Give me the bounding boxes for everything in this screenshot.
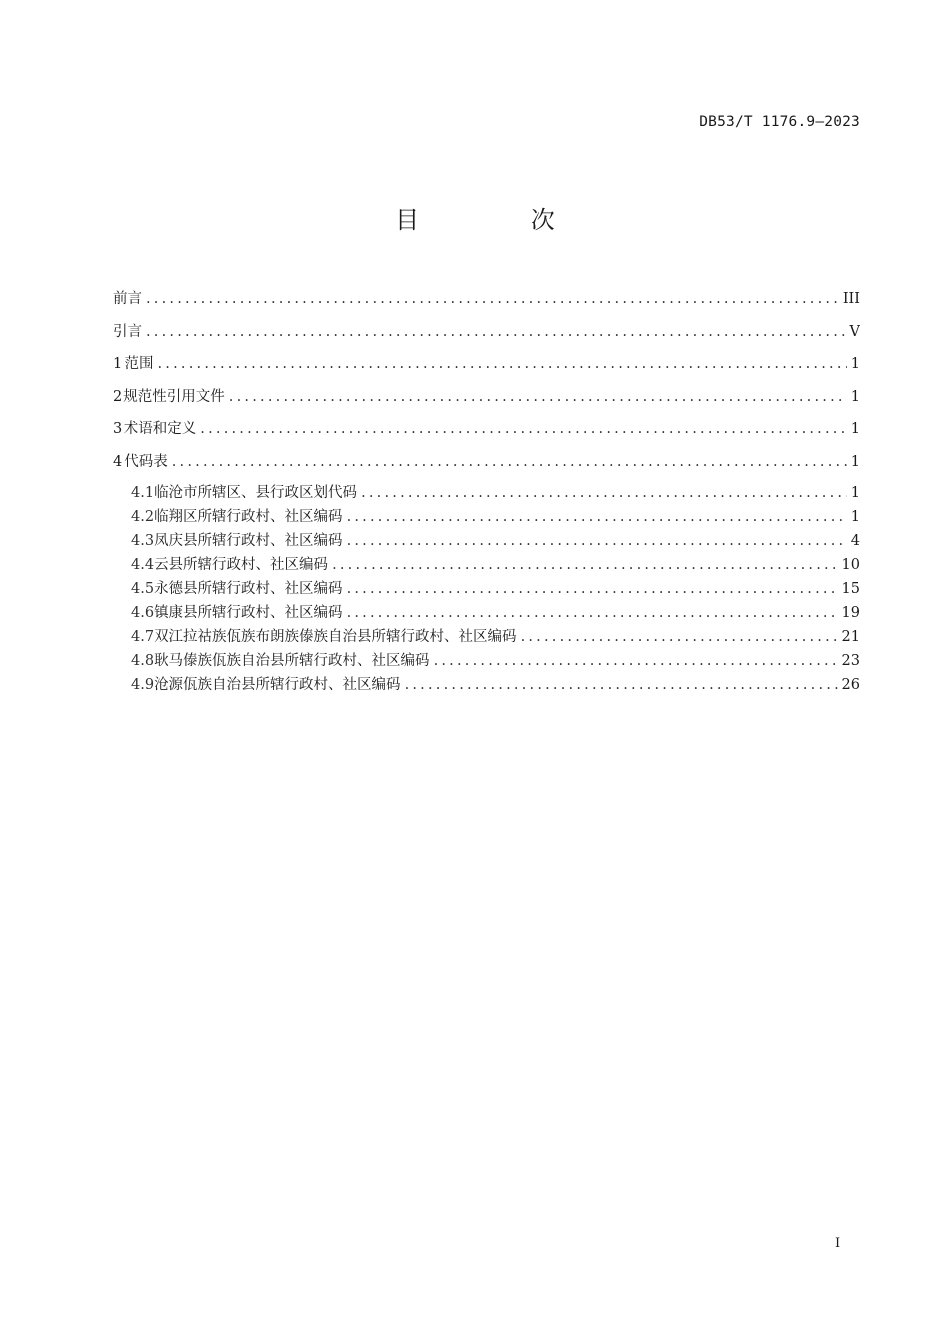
toc-leader-dots <box>347 505 847 529</box>
toc-entry-page: III <box>842 291 860 307</box>
toc-entry-number: 4.7 <box>131 629 155 645</box>
toc-entry-page: 15 <box>841 581 860 597</box>
toc-subentry-4-8[interactable] <box>113 649 860 673</box>
page-title: 目 次 <box>395 206 607 234</box>
toc-entry-label: 永德县所辖行政村、社区编码 <box>154 581 343 597</box>
toc-leader-dots <box>347 529 847 553</box>
toc-entry-number: 4.5 <box>131 581 155 597</box>
toc-entry-label: 临翔区所辖行政村、社区编码 <box>154 509 343 525</box>
toc-entry-page: 26 <box>841 677 860 693</box>
toc-subentry-4-3[interactable] <box>113 529 860 553</box>
toc-entry-page: 1 <box>850 509 860 525</box>
toc-entry-number: 4 <box>113 453 123 470</box>
toc-subentry-4-5[interactable] <box>113 577 860 601</box>
toc-entry-label: 引言 <box>113 323 142 340</box>
toc-leader-dots <box>332 553 837 577</box>
toc-subentry-4-7[interactable] <box>113 625 860 649</box>
toc-leader-dots <box>347 577 838 601</box>
toc-entry-number: 4.9 <box>131 677 155 693</box>
toc-leader-dots <box>405 673 838 697</box>
toc-leader-dots <box>434 649 838 673</box>
toc-entry-label: 前言 <box>113 291 142 307</box>
toc-subentry-4-2[interactable] <box>113 505 860 529</box>
toc-subentry-4-9[interactable] <box>113 673 860 697</box>
toc-entry-label: 凤庆县所辖行政村、社区编码 <box>154 533 343 549</box>
toc-entry-page: 10 <box>841 557 860 573</box>
toc-leader-dots <box>200 416 847 442</box>
toc-subentry-4-4[interactable] <box>113 553 860 577</box>
toc-entry-page: 1 <box>850 356 860 372</box>
toc-entry-label: 镇康县所辖行政村、社区编码 <box>154 605 343 621</box>
toc-entry-normative-references[interactable] <box>113 384 860 417</box>
toc-entry-label: 范围 <box>124 356 154 372</box>
toc-leader-dots <box>172 449 847 475</box>
toc-entry-number: 4.6 <box>131 605 155 621</box>
toc-entry-preface[interactable] <box>113 286 860 319</box>
toc-entry-label: 代码表 <box>124 453 168 470</box>
toc-entry-label: 沧源佤族自治县所辖行政村、社区编码 <box>154 677 401 693</box>
toc-entry-page: 4 <box>850 533 860 549</box>
toc-leader-dots <box>229 384 847 410</box>
toc-entry-introduction[interactable] <box>113 319 860 352</box>
toc-leader-dots <box>146 319 846 345</box>
toc-entry-number: 4.8 <box>131 653 155 669</box>
toc-entry-number: 2 <box>113 388 123 405</box>
document-code: DB53/T 1176.9—2023 <box>699 114 860 130</box>
toc-entry-page: 1 <box>850 388 860 405</box>
toc-entry-label: 双江拉祜族佤族布朗族傣族自治县所辖行政村、社区编码 <box>154 629 517 645</box>
toc-entry-page: 1 <box>850 421 860 437</box>
toc-leader-dots <box>347 601 838 625</box>
toc-entry-number: 3 <box>113 421 123 437</box>
toc-entry-number: 1 <box>113 356 123 372</box>
toc-entry-page: 1 <box>850 453 860 470</box>
toc-entry-page: 19 <box>841 605 860 621</box>
toc-entry-page: V <box>849 323 860 340</box>
toc-entry-code-tables[interactable] <box>113 449 860 482</box>
toc-leader-dots <box>521 625 838 649</box>
toc-entry-page: 21 <box>841 629 860 645</box>
toc-entry-page: 23 <box>841 653 860 669</box>
toc-entry-label: 规范性引用文件 <box>123 388 225 405</box>
toc-entry-scope[interactable] <box>113 351 860 384</box>
toc-entry-label: 术语和定义 <box>123 421 197 437</box>
toc-leader-dots <box>361 481 847 505</box>
toc-entry-number: 4.3 <box>131 533 155 549</box>
table-of-contents <box>113 286 860 697</box>
toc-entry-number: 4.2 <box>131 509 155 525</box>
toc-entry-page: 1 <box>850 485 860 501</box>
toc-entry-label: 临沧市所辖区、县行政区划代码 <box>154 485 358 501</box>
toc-leader-dots <box>157 351 846 377</box>
toc-entry-label: 云县所辖行政村、社区编码 <box>154 557 329 573</box>
toc-subentry-4-1[interactable] <box>113 481 860 505</box>
toc-entry-label: 耿马傣族佤族自治县所辖行政村、社区编码 <box>154 653 430 669</box>
toc-entry-terms-definitions[interactable] <box>113 416 860 449</box>
toc-entry-number: 4.1 <box>131 485 155 501</box>
toc-subentry-4-6[interactable] <box>113 601 860 625</box>
page-number: I <box>835 1236 841 1251</box>
toc-leader-dots <box>146 286 839 312</box>
toc-entry-number: 4.4 <box>131 557 155 573</box>
